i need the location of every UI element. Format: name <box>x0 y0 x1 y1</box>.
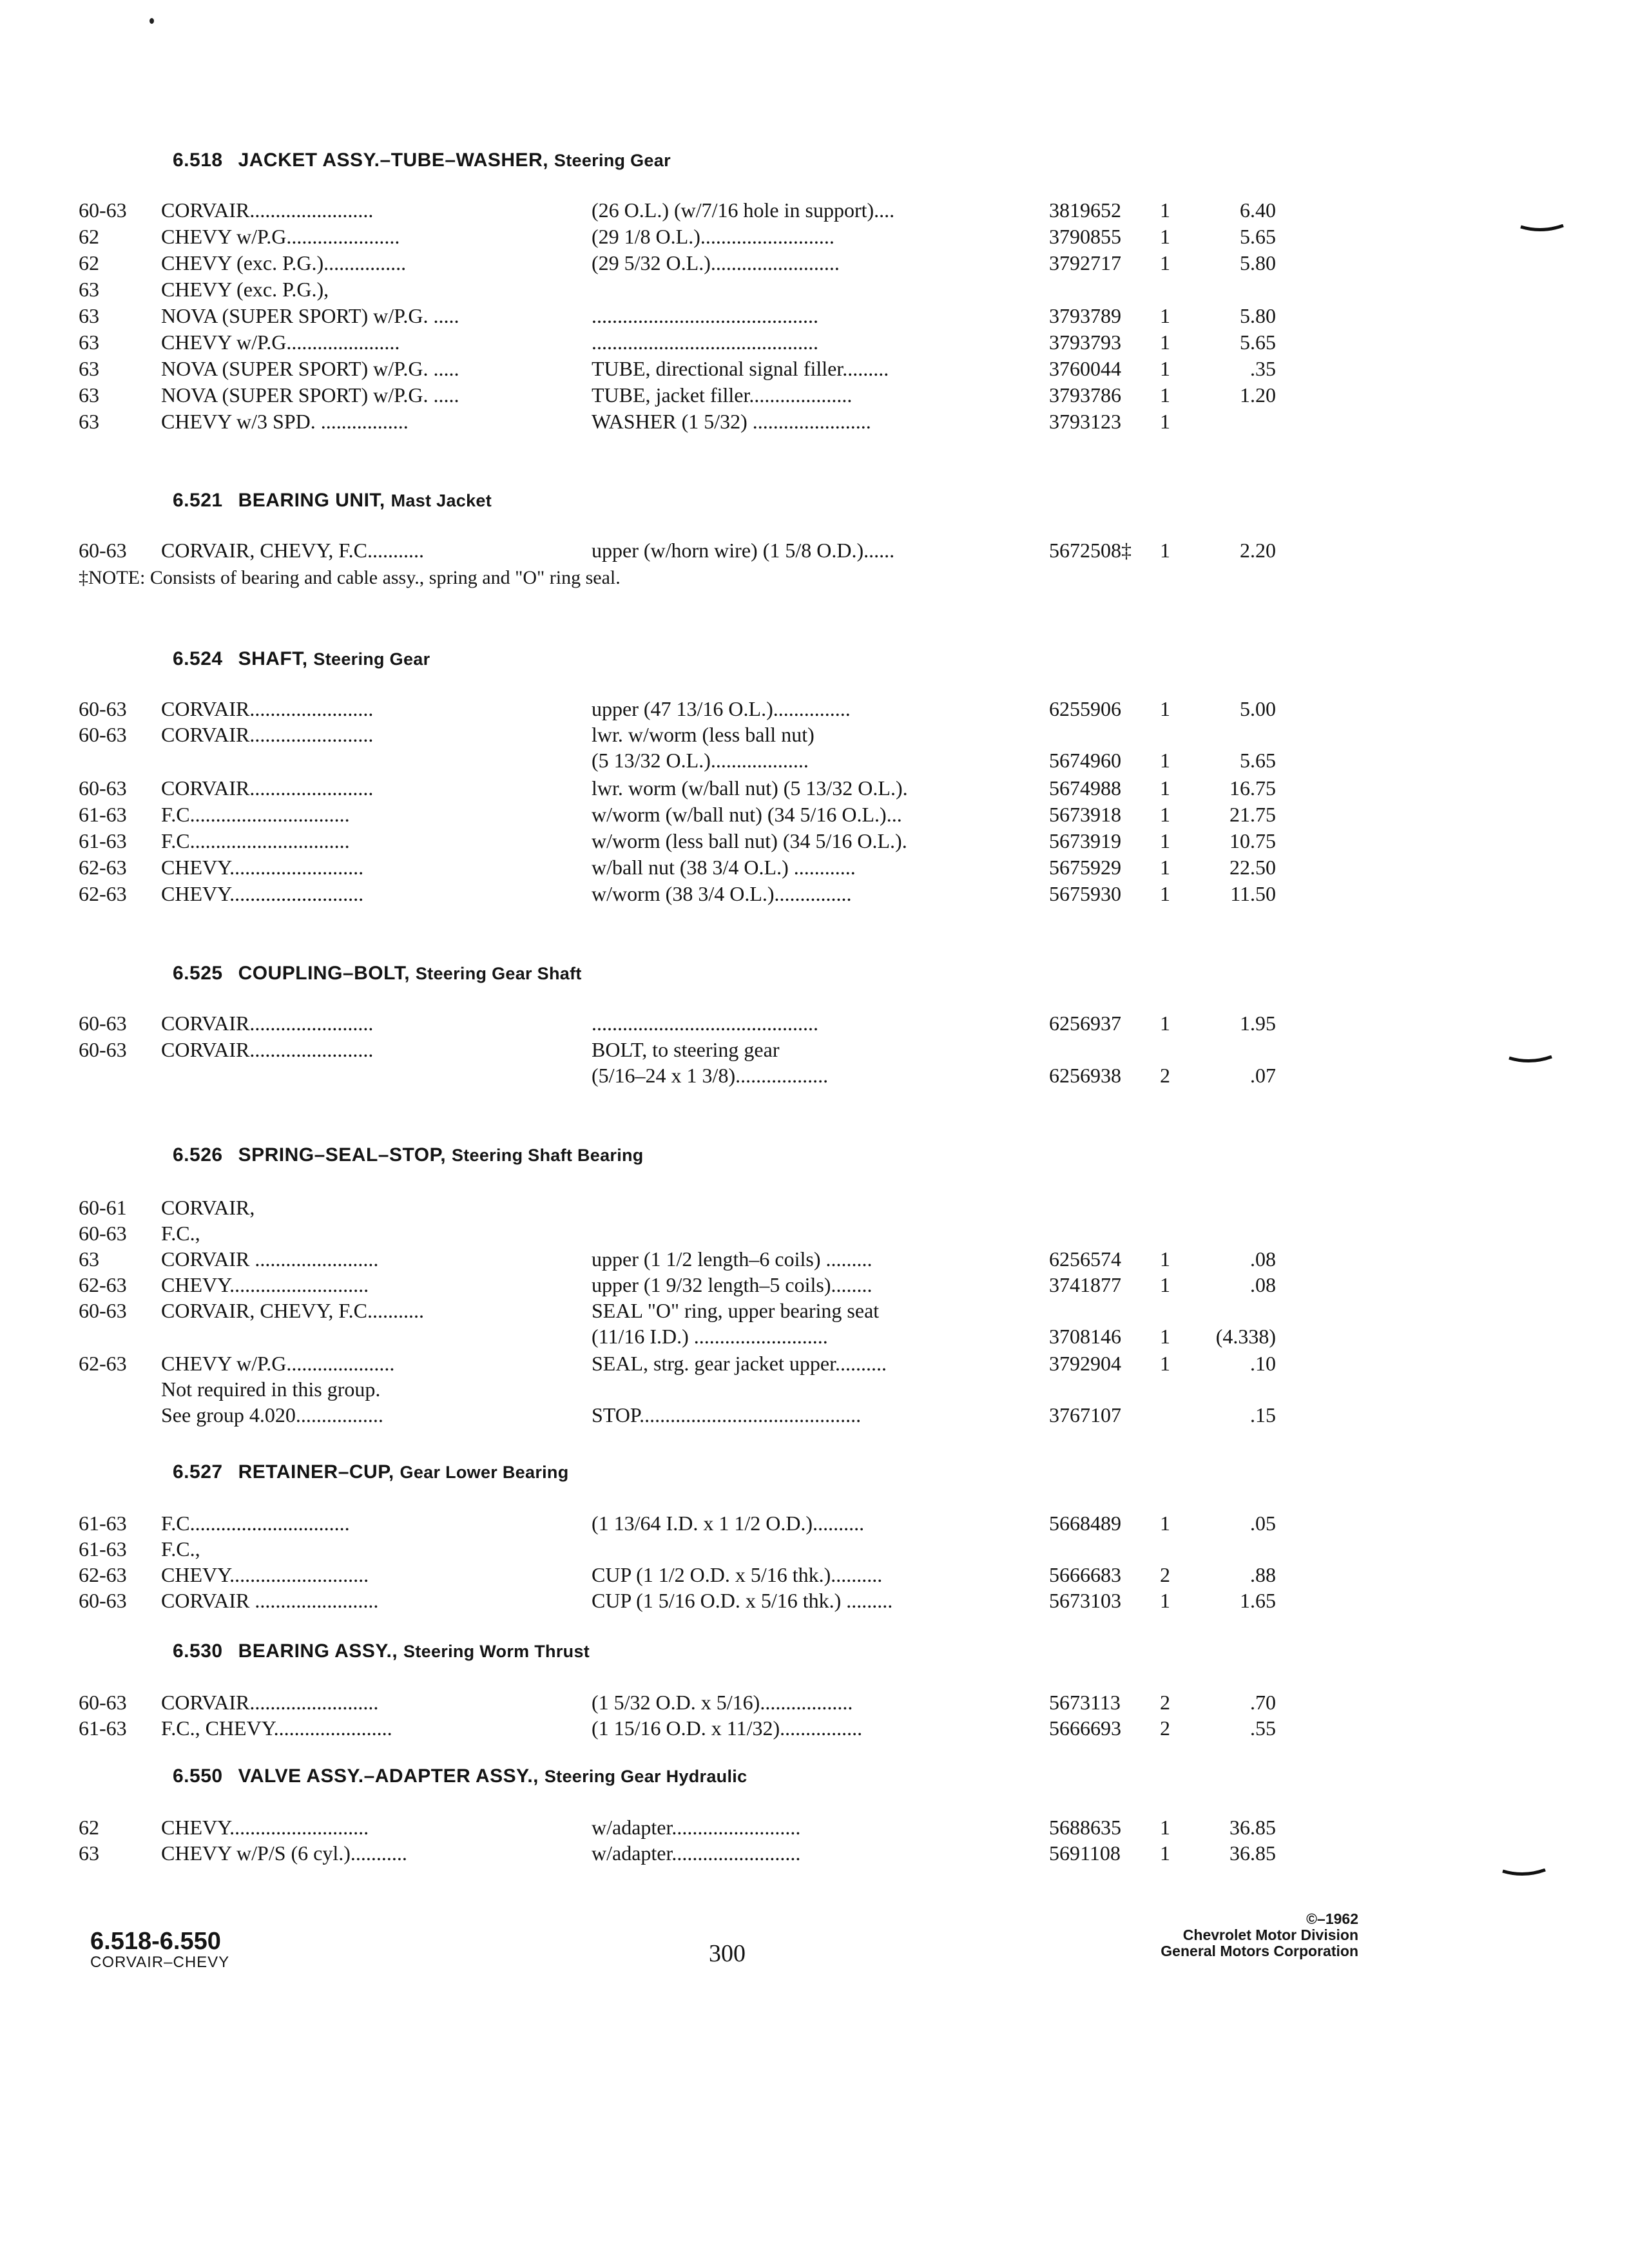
section-number: 6.526 <box>173 1144 223 1166</box>
model-cell: CORVAIR........................ <box>161 723 374 746</box>
section-heading <box>173 490 492 512</box>
table-row <box>0 1537 1629 1563</box>
part-number-cell: 5688635 <box>1049 1816 1121 1839</box>
section-heading <box>173 1765 747 1787</box>
description-cell: CUP (1 1/2 O.D. x 5/16 thk.).......... <box>592 1563 883 1586</box>
years-cell: 62-63 <box>79 882 127 905</box>
description-cell: CUP (1 5/16 O.D. x 5/16 thk.) ......... <box>592 1589 893 1612</box>
price-cell: .88 <box>1250 1563 1276 1586</box>
table-row <box>0 198 1629 224</box>
price-cell: 2.20 <box>1240 539 1276 562</box>
footer-subtitle: CORVAIR–CHEVY <box>90 1954 230 1971</box>
table-row <box>0 304 1629 330</box>
part-number-cell: 5675930 <box>1049 882 1121 905</box>
years-cell: 60-61 <box>79 1196 127 1219</box>
section-title: SHAFT, <box>238 648 308 669</box>
model-cell: See group 4.020................. <box>161 1403 383 1427</box>
price-cell: .07 <box>1250 1064 1276 1087</box>
part-number-cell: 3760044 <box>1049 357 1121 380</box>
description-cell: BOLT, to steering gear <box>592 1038 780 1061</box>
description-cell: w/adapter......................... <box>592 1816 801 1839</box>
price-cell: .05 <box>1250 1512 1276 1535</box>
part-number-cell: 5674988 <box>1049 776 1121 800</box>
price-cell: 5.65 <box>1240 331 1276 354</box>
table-row <box>0 539 1629 564</box>
part-number-cell: 3819652 <box>1049 198 1121 222</box>
table-row <box>0 1196 1629 1222</box>
years-cell: 60-63 <box>79 776 127 800</box>
model-cell: F.C., CHEVY....................... <box>161 1716 392 1740</box>
price-cell: .08 <box>1250 1273 1276 1296</box>
years-cell: 61-63 <box>79 1716 127 1740</box>
section-number: 6.525 <box>173 963 223 984</box>
model-cell: CORVAIR........................ <box>161 198 374 222</box>
section-qualifier: Steering Gear Shaft <box>415 964 582 983</box>
table-row <box>0 882 1629 908</box>
model-cell: F.C............................... <box>161 1512 350 1535</box>
quantity-cell: 1 <box>1160 1352 1170 1375</box>
section-number: 6.524 <box>173 648 223 669</box>
section-number: 6.527 <box>173 1461 223 1483</box>
part-number-cell: 3767107 <box>1049 1403 1121 1427</box>
quantity-cell: 1 <box>1160 225 1170 248</box>
description-cell: w/adapter......................... <box>592 1841 801 1865</box>
description-cell: (26 O.L.) (w/7/16 hole in support).... <box>592 198 895 222</box>
years-cell: 62-63 <box>79 856 127 879</box>
table-row <box>0 1038 1629 1064</box>
part-number-cell: 5674960 <box>1049 749 1121 772</box>
table-row <box>0 1064 1629 1090</box>
part-number-cell: 3792904 <box>1049 1352 1121 1375</box>
price-cell: 36.85 <box>1229 1816 1276 1839</box>
years-cell: 61-63 <box>79 1512 127 1535</box>
table-row <box>0 1352 1629 1378</box>
price-cell: .15 <box>1250 1403 1276 1427</box>
table-row <box>0 1378 1629 1403</box>
table-row <box>0 1589 1629 1615</box>
part-number-cell: 5672508‡ <box>1049 539 1132 562</box>
section-heading <box>173 149 671 171</box>
quantity-cell: 1 <box>1160 1247 1170 1271</box>
years-cell: 63 <box>79 1841 99 1865</box>
model-cell: NOVA (SUPER SPORT) w/P.G. ..... <box>161 383 459 407</box>
description-cell: (5 13/32 O.L.)................... <box>592 749 809 772</box>
part-number-cell: 3792717 <box>1049 251 1121 274</box>
section-title: RETAINER–CUP, <box>238 1461 394 1483</box>
years-cell: 61-63 <box>79 829 127 852</box>
years-cell: 62 <box>79 251 99 274</box>
years-cell: 60-63 <box>79 1012 127 1035</box>
quantity-cell: 1 <box>1160 1589 1170 1612</box>
years-cell: 63 <box>79 331 99 354</box>
quantity-cell: 1 <box>1160 829 1170 852</box>
quantity-cell: 1 <box>1160 1325 1170 1348</box>
quantity-cell: 1 <box>1160 1816 1170 1839</box>
section-qualifier: Mast Jacket <box>390 491 492 510</box>
quantity-cell: 1 <box>1160 1512 1170 1535</box>
description-cell: upper (1 9/32 length–5 coils)........ <box>592 1273 872 1296</box>
years-cell: 60-63 <box>79 1691 127 1714</box>
part-number-cell: 5675929 <box>1049 856 1121 879</box>
section-heading <box>173 1461 569 1483</box>
model-cell: CHEVY w/P.G...................... <box>161 331 400 354</box>
model-cell: Not required in this group. <box>161 1378 381 1401</box>
description-cell: w/ball nut (38 3/4 O.L.) ............ <box>592 856 856 879</box>
model-cell: F.C............................... <box>161 829 350 852</box>
description-cell: TUBE, jacket filler.................... <box>592 383 853 407</box>
quantity-cell: 1 <box>1160 1273 1170 1296</box>
model-cell: CHEVY........................... <box>161 1563 369 1586</box>
years-cell: 62-63 <box>79 1273 127 1296</box>
table-row <box>0 856 1629 881</box>
model-cell: CHEVY (exc. P.G.), <box>161 278 329 301</box>
description-cell: WASHER (1 5/32) ....................... <box>592 410 871 433</box>
margin-mark-icon <box>1501 1869 1547 1878</box>
copyright-line: Chevrolet Motor Division <box>1182 1927 1358 1943</box>
quantity-cell: 1 <box>1160 1841 1170 1865</box>
table-row <box>0 1512 1629 1537</box>
model-cell: CHEVY.......................... <box>161 856 364 879</box>
section-title: JACKET ASSY.–TUBE–WASHER, <box>238 149 549 171</box>
model-cell: CORVAIR, CHEVY, F.C........... <box>161 539 424 562</box>
quantity-cell: 1 <box>1160 198 1170 222</box>
part-number-cell: 5691108 <box>1049 1841 1121 1865</box>
ink-speck <box>149 18 154 24</box>
model-cell: CORVAIR, CHEVY, F.C........... <box>161 1299 424 1322</box>
table-row <box>0 1816 1629 1841</box>
description-cell: (29 5/32 O.L.)......................... <box>592 251 840 274</box>
model-cell: CHEVY w/P/S (6 cyl.)........... <box>161 1841 407 1865</box>
table-row <box>0 1325 1629 1350</box>
model-cell: NOVA (SUPER SPORT) w/P.G. ..... <box>161 304 459 327</box>
model-cell: CHEVY w/P.G..................... <box>161 1352 395 1375</box>
quantity-cell: 2 <box>1160 1563 1170 1586</box>
copyright-block <box>1161 1911 1358 1959</box>
price-cell: 5.80 <box>1240 304 1276 327</box>
model-cell: CHEVY (exc. P.G.)................ <box>161 251 407 274</box>
section-title: BEARING ASSY., <box>238 1640 398 1662</box>
model-cell: CORVAIR ........................ <box>161 1247 379 1271</box>
quantity-cell: 1 <box>1160 882 1170 905</box>
quantity-cell: 1 <box>1160 251 1170 274</box>
section-number: 6.518 <box>173 149 223 171</box>
years-cell: 63 <box>79 357 99 380</box>
description-cell: ............................................ <box>592 331 818 354</box>
quantity-cell: 1 <box>1160 803 1170 826</box>
table-row <box>0 331 1629 356</box>
years-cell: 60-63 <box>79 198 127 222</box>
copyright-line: General Motors Corporation <box>1161 1943 1358 1959</box>
section-heading <box>173 648 430 670</box>
quantity-cell: 1 <box>1160 331 1170 354</box>
section-number: 6.521 <box>173 490 223 511</box>
quantity-cell: 1 <box>1160 856 1170 879</box>
section-qualifier: Steering Worm Thrust <box>403 1642 590 1661</box>
part-number-cell: 3741877 <box>1049 1273 1121 1296</box>
price-cell: 5.65 <box>1240 749 1276 772</box>
model-cell: CHEVY w/3 SPD. ................. <box>161 410 409 433</box>
part-number-cell: 3793123 <box>1049 410 1121 433</box>
price-cell: 21.75 <box>1229 803 1276 826</box>
footer-group-code: 6.518-6.550 <box>90 1928 221 1955</box>
description-cell: (11/16 I.D.) .......................... <box>592 1325 828 1348</box>
section-heading <box>173 1640 590 1662</box>
quantity-cell: 1 <box>1160 697 1170 720</box>
model-cell: CORVAIR........................ <box>161 1012 374 1035</box>
section-number: 6.550 <box>173 1765 223 1787</box>
part-number-cell: 5666683 <box>1049 1563 1121 1586</box>
quantity-cell: 2 <box>1160 1691 1170 1714</box>
description-cell: upper (47 13/16 O.L.)............... <box>592 697 851 720</box>
table-row <box>0 278 1629 303</box>
price-cell: 5.80 <box>1240 251 1276 274</box>
model-cell: CORVAIR ........................ <box>161 1589 379 1612</box>
section-qualifier: Steering Gear <box>554 151 671 170</box>
part-number-cell: 6256574 <box>1049 1247 1121 1271</box>
price-cell: .35 <box>1250 357 1276 380</box>
years-cell: 60-63 <box>79 1038 127 1061</box>
quantity-cell: 1 <box>1160 304 1170 327</box>
price-cell: 1.20 <box>1240 383 1276 407</box>
quantity-cell: 2 <box>1160 1716 1170 1740</box>
table-row <box>0 749 1629 774</box>
price-cell: 36.85 <box>1229 1841 1276 1865</box>
table-row <box>0 1299 1629 1325</box>
years-cell: 60-63 <box>79 1299 127 1322</box>
years-cell: 63 <box>79 278 99 301</box>
years-cell: 61-63 <box>79 803 127 826</box>
table-row <box>0 1716 1629 1742</box>
table-row <box>0 225 1629 251</box>
model-cell: CORVAIR........................ <box>161 1038 374 1061</box>
description-cell: SEAL "O" ring, upper bearing seat <box>592 1299 880 1322</box>
table-row <box>0 1691 1629 1716</box>
part-number-cell: 3793789 <box>1049 304 1121 327</box>
part-number-cell: 5673918 <box>1049 803 1121 826</box>
model-cell: F.C., <box>161 1222 200 1245</box>
section-title: COUPLING–BOLT, <box>238 963 410 984</box>
description-cell: ............................................ <box>592 1012 818 1035</box>
model-cell: CORVAIR........................ <box>161 776 374 800</box>
quantity-cell: 1 <box>1160 410 1170 433</box>
part-number-cell: 5673919 <box>1049 829 1121 852</box>
years-cell: 62-63 <box>79 1352 127 1375</box>
table-row <box>0 1247 1629 1273</box>
years-cell: 62-63 <box>79 1563 127 1586</box>
price-cell: .10 <box>1250 1352 1276 1375</box>
copyright-line: ©–1962 <box>1306 1910 1358 1927</box>
description-cell: (5/16–24 x 1 3/8).................. <box>592 1064 829 1087</box>
price-cell: 6.40 <box>1240 198 1276 222</box>
price-cell: 22.50 <box>1229 856 1276 879</box>
page-number: 300 <box>709 1940 746 1967</box>
model-cell: CHEVY w/P.G...................... <box>161 225 400 248</box>
years-cell: 60-63 <box>79 1222 127 1245</box>
price-cell: 1.95 <box>1240 1012 1276 1035</box>
years-cell: 63 <box>79 1247 99 1271</box>
section-title: BEARING UNIT, <box>238 490 385 511</box>
table-row <box>0 410 1629 436</box>
section-title: SPRING–SEAL–STOP, <box>238 1144 447 1166</box>
description-cell: upper (1 1/2 length–6 coils) ......... <box>592 1247 872 1271</box>
table-row <box>0 776 1629 802</box>
years-cell: 63 <box>79 383 99 407</box>
section-number: 6.530 <box>173 1640 223 1662</box>
description-cell: STOP........................................... <box>592 1403 862 1427</box>
description-cell: upper (w/horn wire) (1 5/8 O.D.)...... <box>592 539 895 562</box>
section-title: VALVE ASSY.–ADAPTER ASSY., <box>238 1765 539 1787</box>
price-cell: 10.75 <box>1229 829 1276 852</box>
table-row <box>0 1841 1629 1867</box>
description-cell: TUBE, directional signal filler......... <box>592 357 889 380</box>
table-row <box>0 357 1629 383</box>
quantity-cell: 1 <box>1160 383 1170 407</box>
part-number-cell: 3708146 <box>1049 1325 1121 1348</box>
price-cell: .70 <box>1250 1691 1276 1714</box>
part-number-cell: 3790855 <box>1049 225 1121 248</box>
model-cell: CORVAIR......................... <box>161 1691 379 1714</box>
table-row <box>0 829 1629 855</box>
section-qualifier: Steering Shaft Bearing <box>451 1146 644 1165</box>
description-cell: w/worm (38 3/4 O.L.)............... <box>592 882 852 905</box>
section-qualifier: Steering Gear <box>313 649 430 669</box>
years-cell: 60-63 <box>79 1589 127 1612</box>
price-cell: 16.75 <box>1229 776 1276 800</box>
description-cell: lwr. w/worm (less ball nut) <box>592 723 815 746</box>
table-row <box>0 383 1629 409</box>
table-row <box>0 1403 1629 1429</box>
section-qualifier: Gear Lower Bearing <box>400 1463 569 1482</box>
part-number-cell: 6255906 <box>1049 697 1121 720</box>
description-cell: lwr. worm (w/ball nut) (5 13/32 O.L.). <box>592 776 908 800</box>
years-cell: 60-63 <box>79 723 127 746</box>
model-cell: CORVAIR, <box>161 1196 255 1219</box>
description-cell: (1 13/64 I.D. x 1 1/2 O.D.).......... <box>592 1512 865 1535</box>
years-cell: 63 <box>79 304 99 327</box>
model-cell: CHEVY........................... <box>161 1273 369 1296</box>
table-row <box>0 251 1629 277</box>
years-cell: 60-63 <box>79 697 127 720</box>
description-cell: w/worm (less ball nut) (34 5/16 O.L.). <box>592 829 907 852</box>
description-cell: SEAL, strg. gear jacket upper.......... <box>592 1352 887 1375</box>
section-qualifier: Steering Gear Hydraulic <box>544 1767 747 1786</box>
years-cell: 61-63 <box>79 1537 127 1561</box>
section-heading <box>173 963 582 985</box>
model-cell: F.C., <box>161 1537 200 1561</box>
price-cell: 1.65 <box>1240 1589 1276 1612</box>
years-cell: 60-63 <box>79 539 127 562</box>
years-cell: 62 <box>79 1816 99 1839</box>
price-cell: .08 <box>1250 1247 1276 1271</box>
table-row <box>0 697 1629 723</box>
table-row <box>0 803 1629 829</box>
quantity-cell: 1 <box>1160 1012 1170 1035</box>
description-cell: w/worm (w/ball nut) (34 5/16 O.L.)... <box>592 803 902 826</box>
quantity-cell: 1 <box>1160 776 1170 800</box>
quantity-cell: 1 <box>1160 749 1170 772</box>
table-row <box>0 723 1629 749</box>
section-heading <box>173 1144 644 1166</box>
table-row <box>0 1222 1629 1247</box>
part-number-cell: 5673103 <box>1049 1589 1121 1612</box>
description-cell: (1 15/16 O.D. x 11/32)................ <box>592 1716 863 1740</box>
part-number-cell: 5673113 <box>1049 1691 1121 1714</box>
part-number-cell: 5668489 <box>1049 1512 1121 1535</box>
part-number-cell: 5666693 <box>1049 1716 1121 1740</box>
part-number-cell: 6256938 <box>1049 1064 1121 1087</box>
table-row <box>0 1012 1629 1037</box>
model-cell: CORVAIR........................ <box>161 697 374 720</box>
quantity-cell: 2 <box>1160 1064 1170 1087</box>
years-cell: 62 <box>79 225 99 248</box>
price-cell: .55 <box>1250 1716 1276 1740</box>
part-number-cell: 3793793 <box>1049 331 1121 354</box>
price-cell: 5.65 <box>1240 225 1276 248</box>
model-cell: CHEVY........................... <box>161 1816 369 1839</box>
description-cell: (1 5/32 O.D. x 5/16).................. <box>592 1691 853 1714</box>
price-cell: 11.50 <box>1230 882 1276 905</box>
price-cell: 5.00 <box>1240 697 1276 720</box>
part-number-cell: 3793786 <box>1049 383 1121 407</box>
years-cell: 63 <box>79 410 99 433</box>
description-cell: (29 1/8 O.L.).......................... <box>592 225 834 248</box>
table-row <box>0 1273 1629 1299</box>
model-cell: CHEVY.......................... <box>161 882 364 905</box>
price-cell: (4.338) <box>1215 1325 1276 1348</box>
quantity-cell: 1 <box>1160 357 1170 380</box>
model-cell: NOVA (SUPER SPORT) w/P.G. ..... <box>161 357 459 380</box>
section-note: ‡NOTE: Consists of bearing and cable assy., spring and "O" ring seal. <box>79 567 621 588</box>
model-cell: F.C............................... <box>161 803 350 826</box>
description-cell: ............................................ <box>592 304 818 327</box>
table-row <box>0 1563 1629 1589</box>
quantity-cell: 1 <box>1160 539 1170 562</box>
part-number-cell: 6256937 <box>1049 1012 1121 1035</box>
